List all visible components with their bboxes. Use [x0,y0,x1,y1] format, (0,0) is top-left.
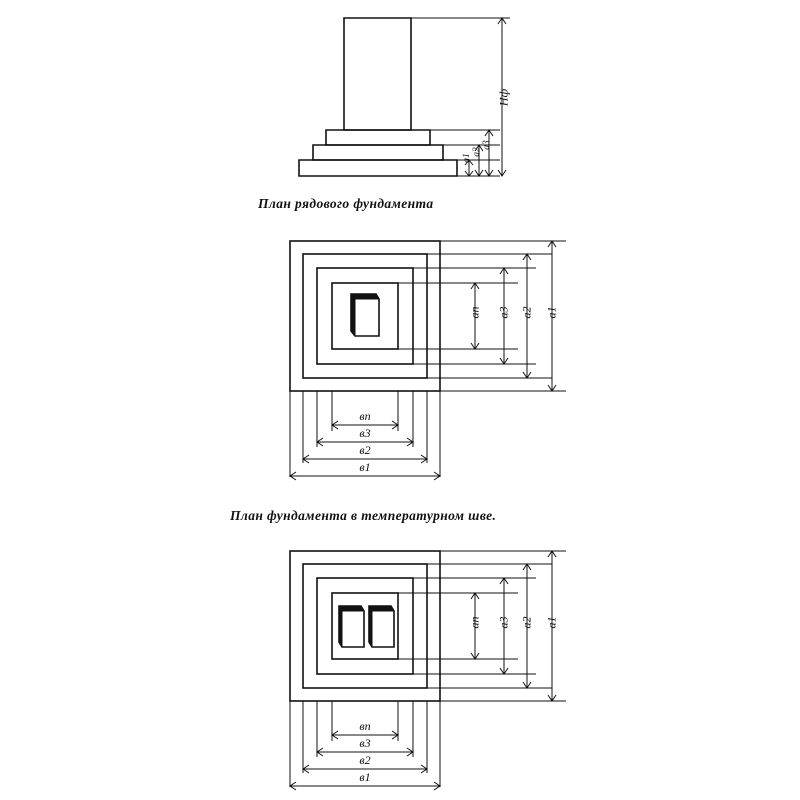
dim-label-plan1-b1: в1 [359,460,371,474]
dim-label-plan2-b1: в1 [359,770,371,784]
dim-label-plan1-b2: в2 [359,443,371,457]
dim-label-plan2-a3: а3 [496,616,511,629]
dim-label-plan1-bp: вп [359,409,371,423]
plan-view-expansion [290,551,566,790]
caption-plan-expansion: План фундамента в температурном шве. [230,508,497,523]
dim-label-plan2-a2: а2 [519,616,534,629]
dim-label-section-a2: а2 [472,147,482,157]
dim-label-plan1-a2: а2 [519,306,534,319]
dim-label-plan1-ap: ап [467,306,482,319]
dim-label-plan2-ap: ап [467,616,482,629]
dim-label-section-a3: а3 [482,140,492,150]
dim-label-plan2-bp: вп [359,719,371,733]
plan-view-ordinary [290,241,566,480]
dim-label-plan1-b3: в3 [359,426,371,440]
dim-label-plan2-b2: в2 [359,753,371,767]
dim-label-plan1-a3: а3 [496,306,511,319]
caption-plan-ordinary: План рядового фундамента [258,196,434,211]
dim-label-hf: Нф [496,88,511,107]
dim-label-plan2-b3: в3 [359,736,371,750]
dim-label-plan2-a1: а1 [544,616,559,629]
dim-label-plan1-a1: а1 [544,306,559,319]
dim-label-section-a1: а1 [462,153,472,163]
